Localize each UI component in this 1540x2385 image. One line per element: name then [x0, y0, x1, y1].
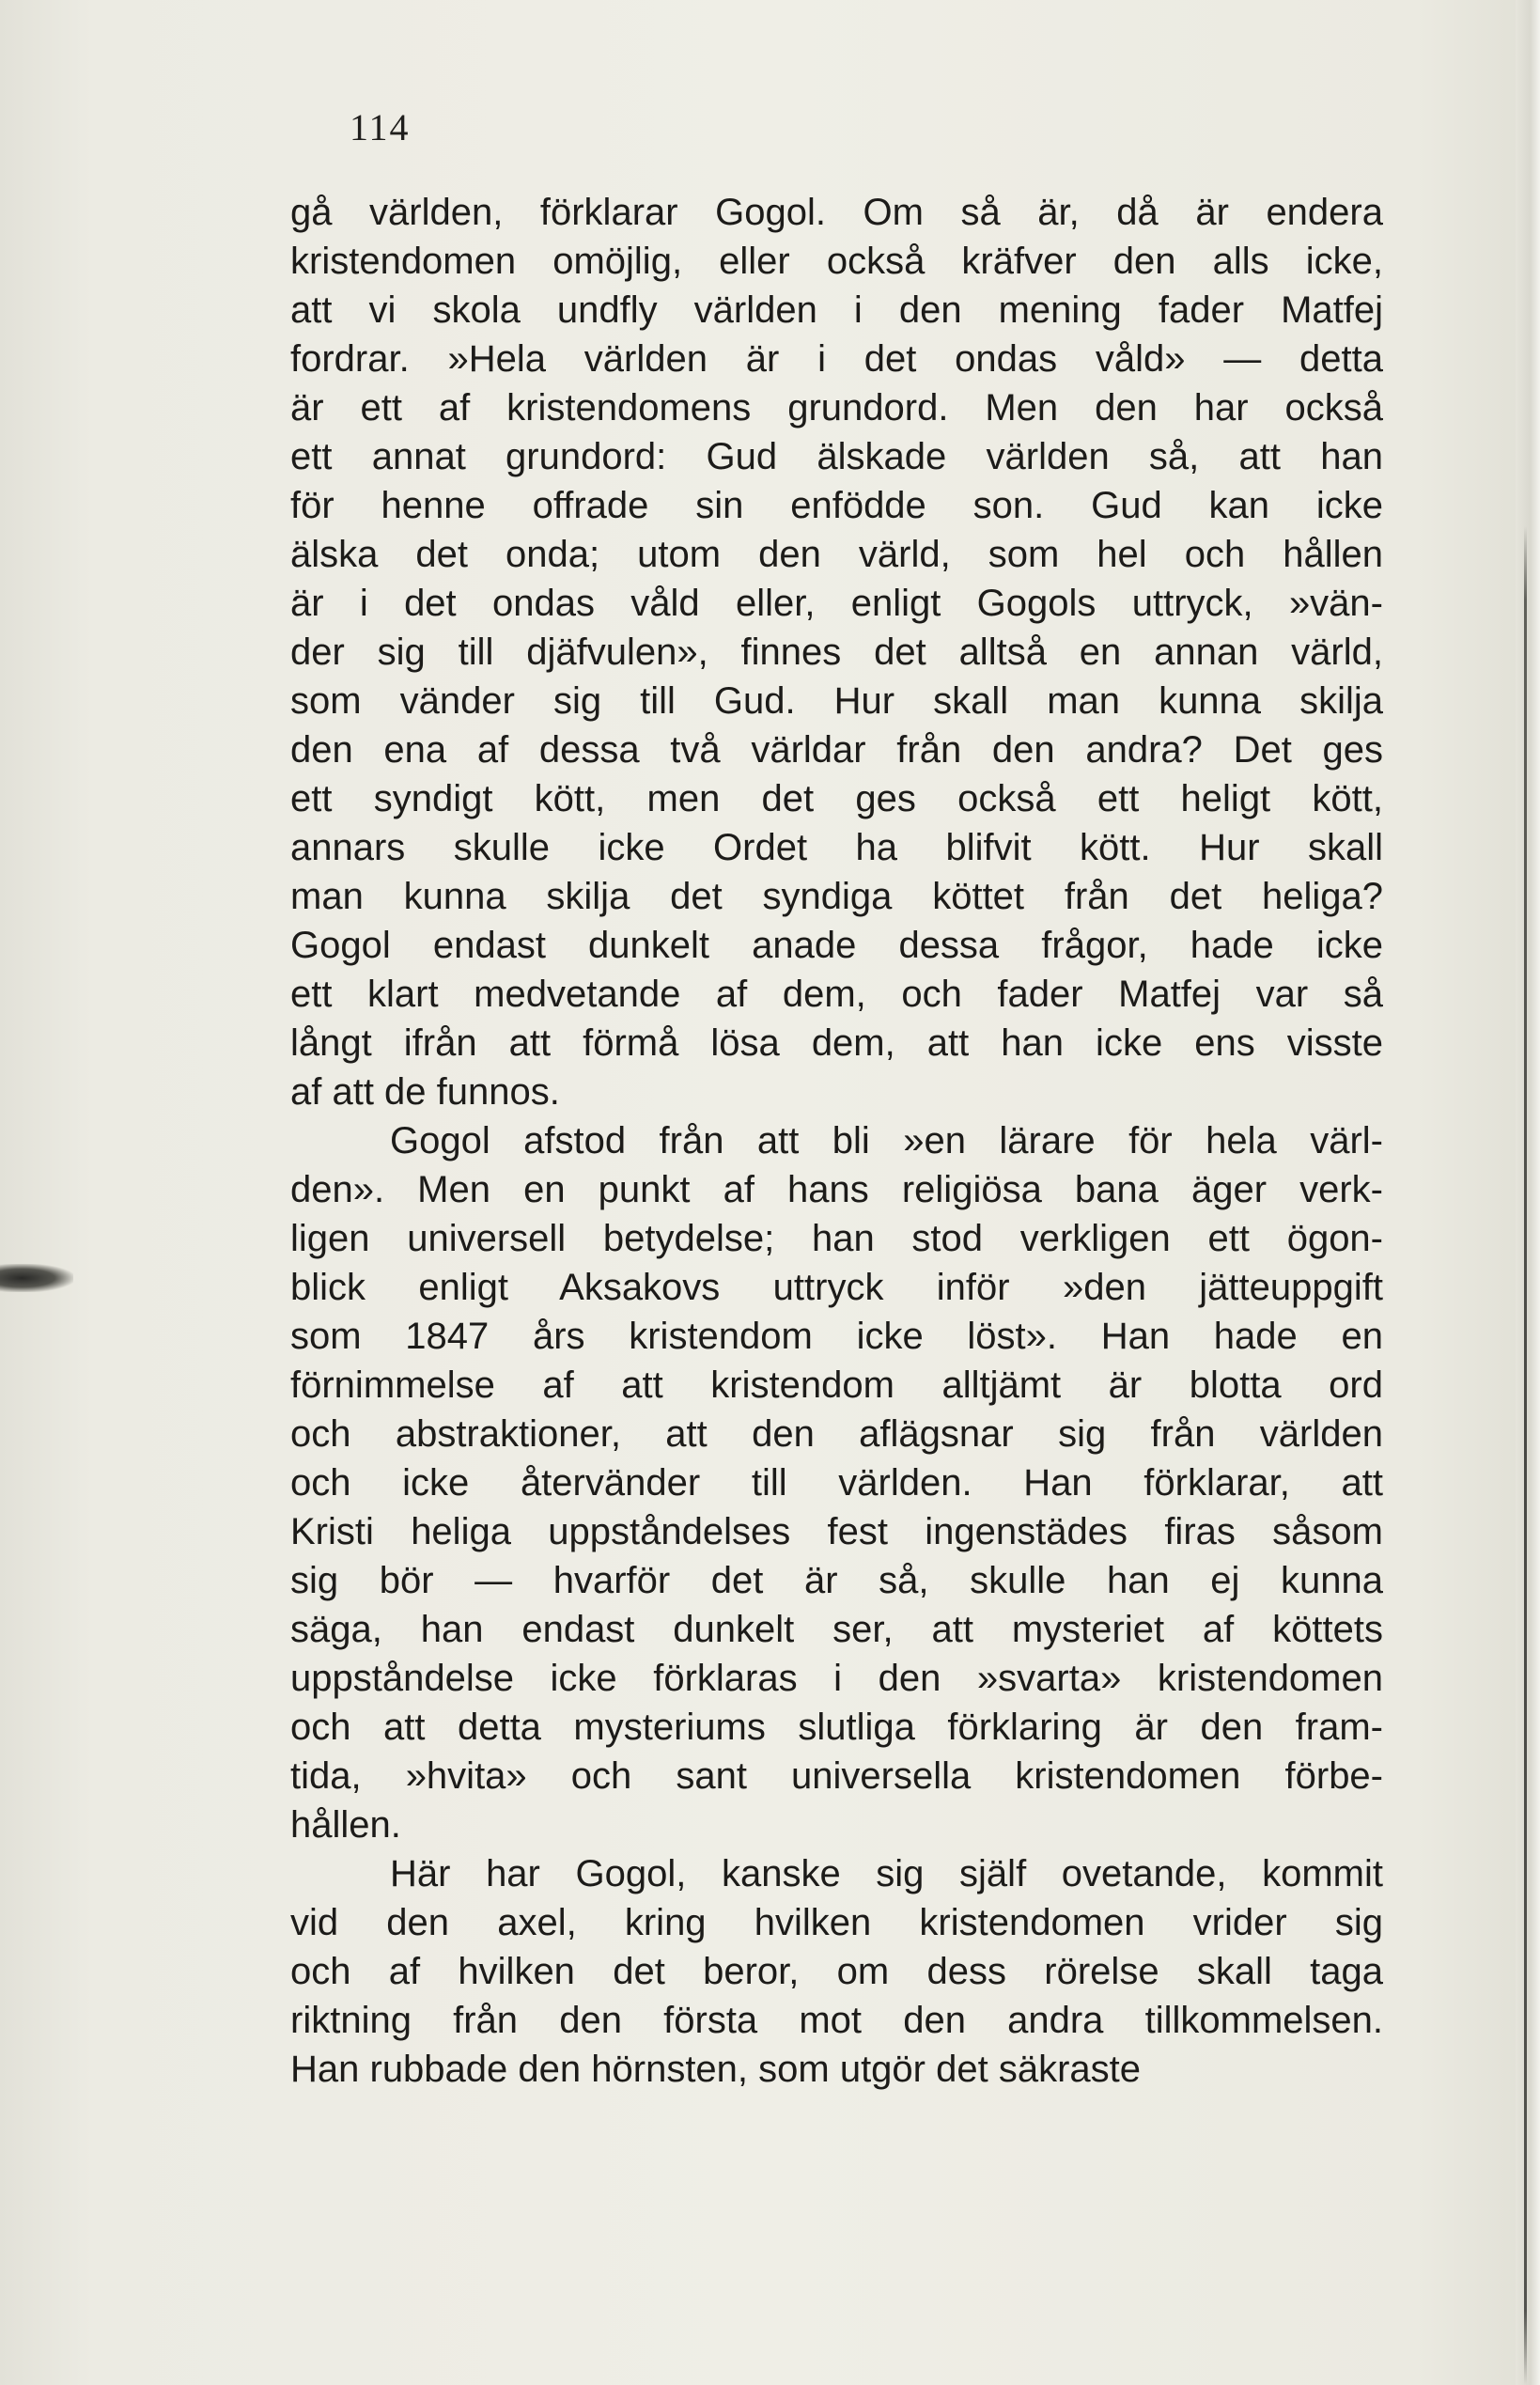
- text-line: som 1847 års kristendom icke löst». Han hade en: [290, 1316, 1383, 1357]
- text-line: älska det onda; utom den värld, som hel och hållen: [290, 534, 1383, 575]
- text-line: är i det ondas våld eller, enligt Gogols uttryck, »vän-: [290, 583, 1383, 624]
- text-line: förnimmelse af att kristendom alltjämt är blotta ord: [290, 1364, 1383, 1406]
- text-line: kristendomen omöjlig, eller också kräfver den alls icke,: [290, 241, 1383, 282]
- text-line: Kristi heliga uppståndelses fest ingenstädes firas såsom: [290, 1511, 1383, 1552]
- text-line: säga, han endast dunkelt ser, att mysteriet af köttets: [290, 1609, 1383, 1650]
- text-line: man kunna skilja det syndiga köttet från det heliga?: [290, 876, 1383, 917]
- text-line: den ena af dessa två världar från den andra? Det ges: [290, 729, 1383, 771]
- text-line: vid den axel, kring hvilken kristendomen vrider sig: [290, 1902, 1383, 1943]
- text-line: hållen.: [290, 1804, 401, 1846]
- text-line: är ett af kristendomens grundord. Men den har också: [290, 387, 1383, 429]
- text-line: Han rubbade den hörnsten, som utgör det säkraste: [290, 2049, 1141, 2090]
- paragraph: [290, 1116, 1383, 1849]
- text-line: långt ifrån att förmå lösa dem, att han icke ens visste: [290, 1022, 1383, 1064]
- text-line: den». Men en punkt af hans religiösa bana äger verk-: [290, 1169, 1383, 1210]
- text-line: för henne offrade sin enfödde son. Gud kan icke: [290, 485, 1383, 526]
- text-line: Här har Gogol, kanske sig själf ovetande, kommit: [390, 1853, 1383, 1894]
- text-line: ett syndigt kött, men det ges också ett heligt kött,: [290, 778, 1383, 819]
- page-right-edge: [1516, 0, 1540, 2385]
- text-line: ett annat grundord: Gud älskade världen så, att han: [290, 436, 1383, 477]
- text-line: och att detta mysteriums slutliga förklaring är den fram-: [290, 1707, 1383, 1748]
- paragraph: [290, 188, 1383, 1116]
- text-line: att vi skola undfly världen i den mening fader Matfej: [290, 289, 1383, 331]
- body-text: [290, 188, 1383, 2094]
- text-line: tida, »hvita» och sant universella kristendomen förbe-: [290, 1755, 1383, 1797]
- text-line: af att de funnos.: [290, 1071, 560, 1113]
- text-line: ligen universell betydelse; han stod verkligen ett ögon-: [290, 1218, 1383, 1259]
- text-line: som vänder sig till Gud. Hur skall man kunna skilja: [290, 680, 1383, 722]
- text-line: och icke återvänder till världen. Han förklarar, att: [290, 1462, 1383, 1504]
- text-line: fordrar. »Hela världen är i det ondas våld» — detta: [290, 338, 1383, 380]
- text-line: ett klart medvetande af dem, och fader Matfej var så: [290, 974, 1383, 1015]
- text-line: och af hvilken det beror, om dess rörelse skall taga: [290, 1951, 1383, 1992]
- text-line: blick enligt Aksakovs uttryck inför »den jätteuppgift: [290, 1267, 1383, 1308]
- page-edge-mark: [0, 1264, 73, 1292]
- text-line: och abstraktioner, att den aflägsnar sig från världen: [290, 1413, 1383, 1455]
- text-line: gå världen, förklarar Gogol. Om så är, då är endera: [290, 192, 1383, 233]
- page-number: 114: [350, 106, 411, 148]
- text-line: sig bör — hvarför det är så, skulle han ej kunna: [290, 1560, 1383, 1601]
- text-line: riktning från den första mot den andra tillkommelsen.: [290, 2000, 1383, 2041]
- page-binding-line: [1524, 526, 1527, 2385]
- text-line: uppståndelse icke förklaras i den »svarta» kristendomen: [290, 1658, 1383, 1699]
- text-line: Gogol afstod från att bli »en lärare för hela värl-: [390, 1120, 1383, 1161]
- text-line: der sig till djäfvulen», finnes det alltså en annan värld,: [290, 631, 1383, 673]
- text-line: Gogol endast dunkelt anade dessa frågor, hade icke: [290, 925, 1383, 966]
- paragraph: [290, 1849, 1383, 2094]
- text-line: annars skulle icke Ordet ha blifvit kött. Hur skall: [290, 827, 1383, 868]
